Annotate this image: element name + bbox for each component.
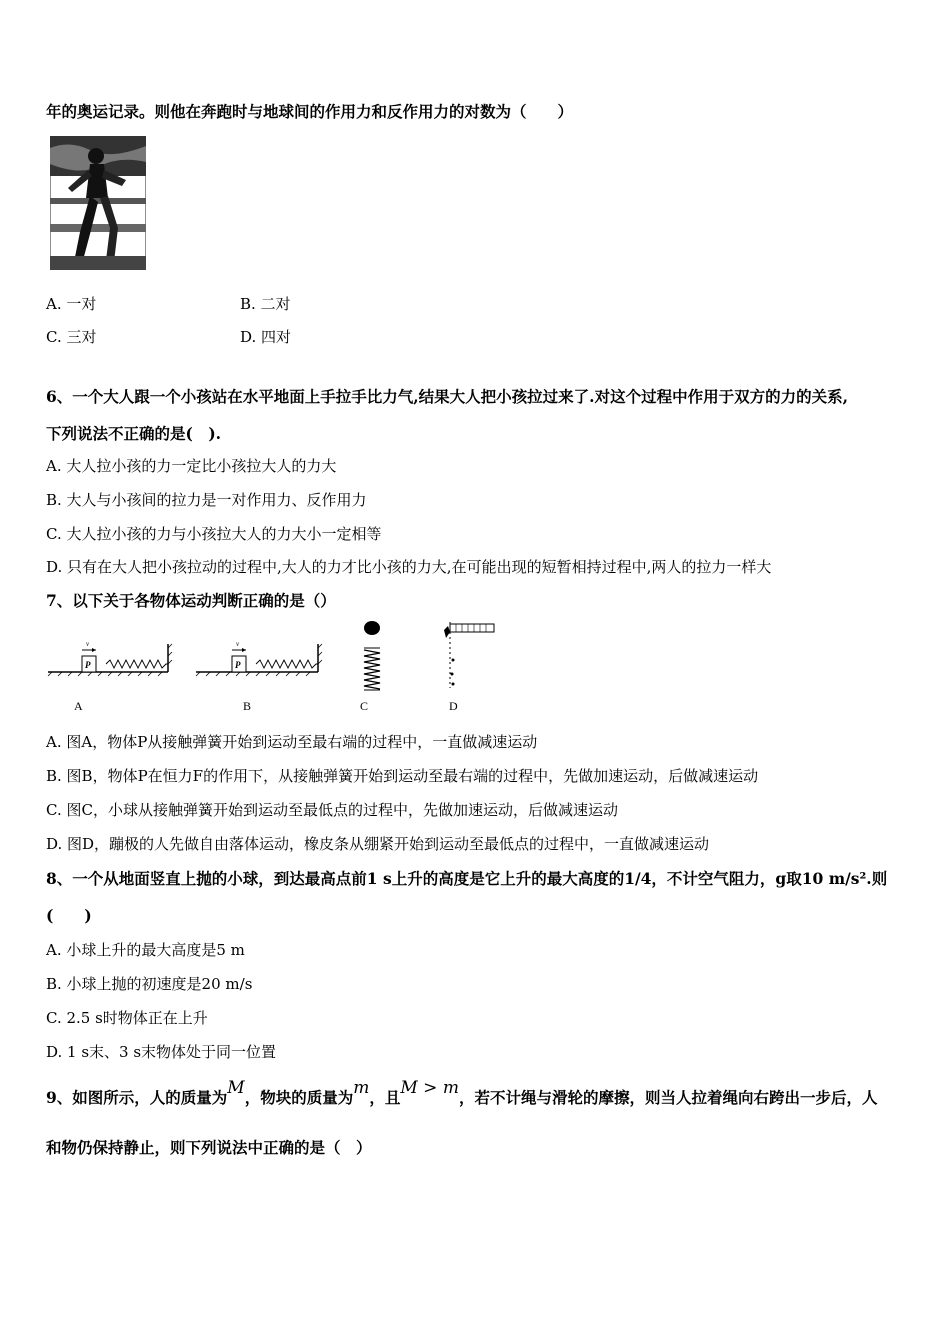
q6-stem-line1: 6、一个大人跟一个小孩站在水平地面上手拉手比力气,结果大人把小孩拉过来了.对这个过程中作用于双方的力的关系,	[46, 387, 848, 406]
figure-b-block-label: P	[235, 660, 241, 670]
q9-stem-part3: ，且	[369, 1088, 401, 1107]
q8-stem-line2: ( )	[46, 906, 92, 925]
figure-b-label: B	[243, 699, 252, 713]
figure-b-velocity-label: v	[236, 640, 240, 648]
q9-stem-part1: 9、如图所示，人的质量为	[46, 1088, 228, 1107]
q7-figure	[44, 618, 504, 718]
q8-option-d: D. 1 s末、3 s末物体处于同一位置	[46, 1043, 277, 1061]
figure-c-label: C	[360, 699, 369, 713]
q8-stem-line1: 8、一个从地面竖直上抛的小球，到达最高点前1 s上升的高度是它上升的最大高度的1/4，不计空气阻力，g取10 m/s².则	[46, 869, 888, 888]
q6-option-d: D. 只有在大人把小孩拉动的过程中,大人的力才比小孩的力大,在可能出现的短暂相持过程中,两人的拉力一样大	[46, 558, 772, 576]
q7-option-d: D. 图D，蹦极的人先做自由落体运动，橡皮条从绷紧开始到运动至最低点的过程中，一直做减速运动	[46, 835, 710, 853]
q9-symbol-m: m	[353, 1078, 370, 1098]
q9-symbol-M: M	[227, 1078, 245, 1098]
q6-option-c: C. 大人拉小孩的力与小孩拉大人的力大小一定相等	[46, 525, 382, 543]
q9-stem-line2: 和物仍保持静止，则下列说法中正确的是（ ）	[46, 1138, 372, 1157]
q5-option-a: A. 一对	[46, 295, 97, 313]
q6-stem-line2: 下列说法不正确的是( ).	[46, 424, 222, 443]
runner-photo	[50, 136, 146, 270]
q7-stem: 7、以下关于各物体运动判断正确的是（）	[46, 591, 336, 610]
q5-option-c: C. 三对	[46, 328, 97, 346]
q5-stem: 年的奥运记录。则他在奔跑时与地球间的作用力和反作用力的对数为（ ）	[46, 102, 574, 121]
q9-stem-part2: ，物块的质量为	[244, 1088, 354, 1107]
q7-option-b: B. 图B，物体P在恒力F的作用下，从接触弹簧开始到运动至最右端的过程中，先做加速运动，后做减速运动	[46, 767, 759, 785]
q6-option-b: B. 大人与小孩间的拉力是一对作用力、反作用力	[46, 491, 367, 509]
figure-a-block-label: P	[85, 660, 91, 670]
figure-d-label: D	[449, 699, 458, 713]
q7-option-a: A. 图A，物体P从接触弹簧开始到运动至最右端的过程中，一直做减速运动	[46, 733, 538, 751]
figure-d	[444, 622, 494, 713]
q8-option-a: A. 小球上升的最大高度是5 m	[46, 941, 245, 959]
q6-option-a: A. 大人拉小孩的力一定比小孩拉大人的力大	[46, 457, 337, 475]
figure-a-velocity-label: v	[86, 640, 90, 648]
figure-b	[196, 640, 322, 713]
q9-stem-part4: ，若不计绳与滑轮的摩擦，则当人拉着绳向右跨出一步后，人	[458, 1088, 878, 1107]
q8-option-b: B. 小球上抛的初速度是20 m/s	[46, 975, 253, 993]
figure-a	[48, 640, 172, 713]
q8-option-c: C. 2.5 s时物体正在上升	[46, 1009, 208, 1027]
figure-c	[360, 621, 380, 713]
q5-option-b: B. 二对	[240, 295, 291, 313]
q7-option-c: C. 图C，小球从接触弹簧开始到运动至最低点的过程中，先做加速运动，后做减速运动	[46, 801, 618, 819]
figure-a-label: A	[74, 699, 83, 713]
q9-stem-line1	[46, 1078, 878, 1108]
q5-option-d: D. 四对	[240, 328, 292, 346]
q9-symbol-comparison: M > m	[400, 1078, 459, 1098]
